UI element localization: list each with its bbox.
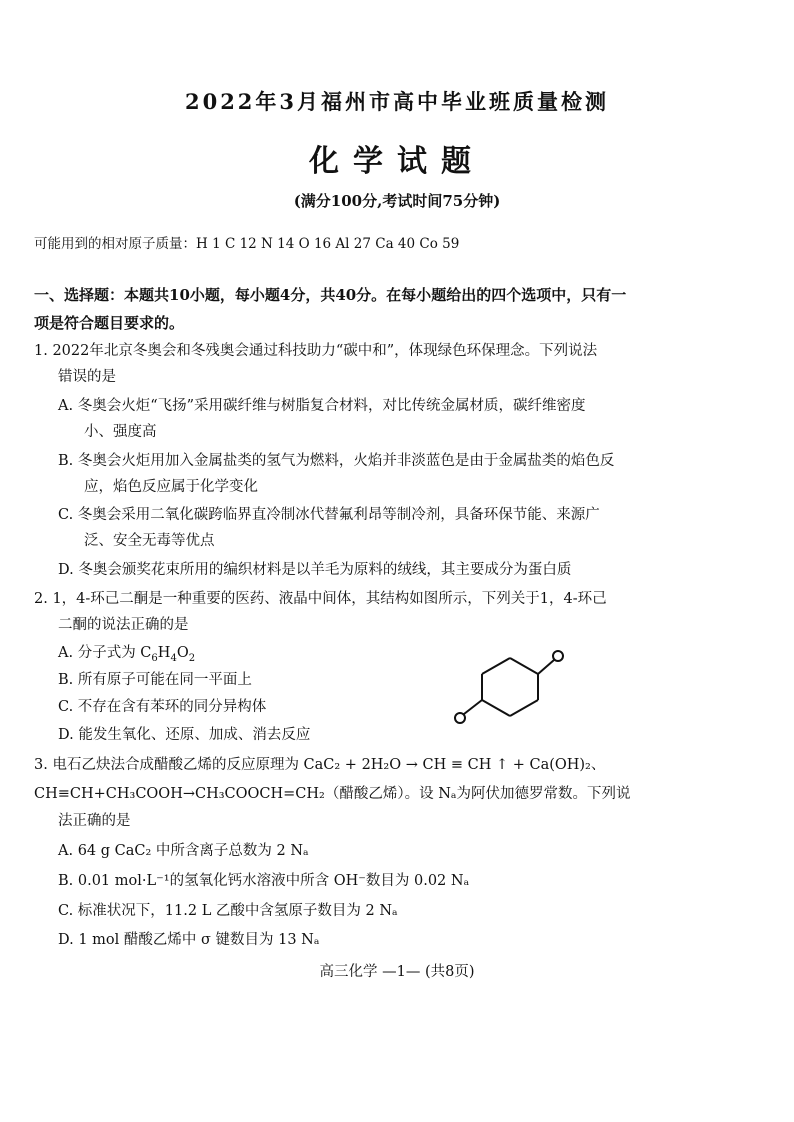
q1-option-c-line1: C. 冬奥会采用二氧化碳跨临界直冷制冰代替氟利昂等制冷剂，具备环保节能、来源广 <box>58 507 600 523</box>
q3-stem-line3: 法正确的是 <box>58 813 131 829</box>
page-footer: 高三化学 —1— (共8页) <box>319 964 475 980</box>
q1-option-a-line1: A. 冬奥会火炬“飞扬”采用碳纤维与树脂复合材料，对比传统金属材质，碳纤维密度 <box>58 398 586 414</box>
q1-option-c-line2: 泛、安全无毒等优点 <box>84 533 215 549</box>
q3-option-b: B. 0.01 mol·L⁻¹的氢氧化钙水溶液中所含 OH⁻数目为 0.02 Nₐ <box>58 873 470 889</box>
q3-stem-line1: 3. 电石乙炔法合成醋酸乙烯的反应原理为 CaC₂ + 2H₂O → CH ≡ CH ↑ + Ca(OH)₂、 <box>34 757 606 773</box>
section-instruction-line1: 一、选择题：本题共10小题，每小题4分，共40分。在每小题给出的四个选项中，只有一 <box>34 286 627 304</box>
ring-bond-1 <box>482 658 510 674</box>
ring-bond-5 <box>482 700 510 716</box>
ring-bond-4 <box>510 700 538 716</box>
q2-stem-line2: 二酮的说法正确的是 <box>58 617 189 633</box>
oxygen-atom-bottom <box>455 713 465 723</box>
carbonyl-bond-top <box>538 660 554 674</box>
q2-stem-line1: 2. 1，4-环己二酮是一种重要的医药、液晶中间体，其结构如图所示，下列关于1，4-环己 <box>34 591 607 607</box>
oxygen-atom-top <box>553 651 563 661</box>
q3-option-c: C. 标准状况下，11.2 L 乙酸中含氢原子数目为 2 Nₐ <box>58 903 398 919</box>
q1-stem-line1: 1. 2022年北京冬奥会和冬残奥会通过科技助力“碳中和”，体现绿色环保理念。下列说法 <box>34 343 598 359</box>
q2-option-b: B. 所有原子可能在同一平面上 <box>58 672 252 688</box>
section-instruction-line2: 项是符合题目要求的。 <box>34 314 185 332</box>
q2-option-a-sub1: 6 <box>151 652 158 664</box>
q1-stem-line2: 错误的是 <box>58 369 116 385</box>
q2-option-a-sub2: 4 <box>170 652 177 664</box>
q3-option-d: D. 1 mol 醋酸乙烯中 σ 键数目为 13 Nₐ <box>58 932 320 948</box>
q1-option-b-line1: B. 冬奥会火炬用加入金属盐类的氢气为燃料，火焰并非淡蓝色是由于金属盐类的焰色反 <box>58 453 615 469</box>
q3-option-a: A. 64 g CaC₂ 中所含离子总数为 2 Nₐ <box>58 843 309 859</box>
q1-option-b-line2: 应，焰色反应属于化学变化 <box>84 479 258 495</box>
atomic-masses: 可能用到的相对原子质量：H 1 C 12 N 14 O 16 Al 27 Ca 40 Co 59 <box>34 236 460 252</box>
q1-option-d: D. 冬奥会颁奖花束所用的编织材料是以羊毛为原料的绒线，其主要成分为蛋白质 <box>58 562 572 578</box>
q2-option-a-mid2: O <box>176 645 189 661</box>
subject-title: 化学试题 <box>309 144 485 179</box>
q1-option-a-line2: 小、强度高 <box>84 424 157 440</box>
ring-bond-2 <box>510 658 538 674</box>
exam-title: 2022年3月福州市高中毕业班质量检测 <box>184 89 610 114</box>
cyclohexanedione-structure <box>450 640 570 730</box>
exam-info: (满分100分,考试时间75分钟) <box>293 192 501 210</box>
q2-option-d: D. 能发生氧化、还原、加成、消去反应 <box>58 727 311 743</box>
q2-option-a-mid: H <box>157 645 171 661</box>
q2-option-c: C. 不存在含有苯环的同分异构体 <box>58 699 267 715</box>
q3-stem-line2: CH≡CH+CH₃COOH→CH₃COOCH=CH₂（醋酸乙烯）。设 Nₐ为阿伏加德罗常数。下列说 <box>34 786 631 802</box>
carbonyl-bond-bottom <box>464 700 482 714</box>
q2-option-a-prefix: A. 分子式为 C <box>58 645 152 661</box>
q2-option-a-sub3: 2 <box>188 652 196 664</box>
